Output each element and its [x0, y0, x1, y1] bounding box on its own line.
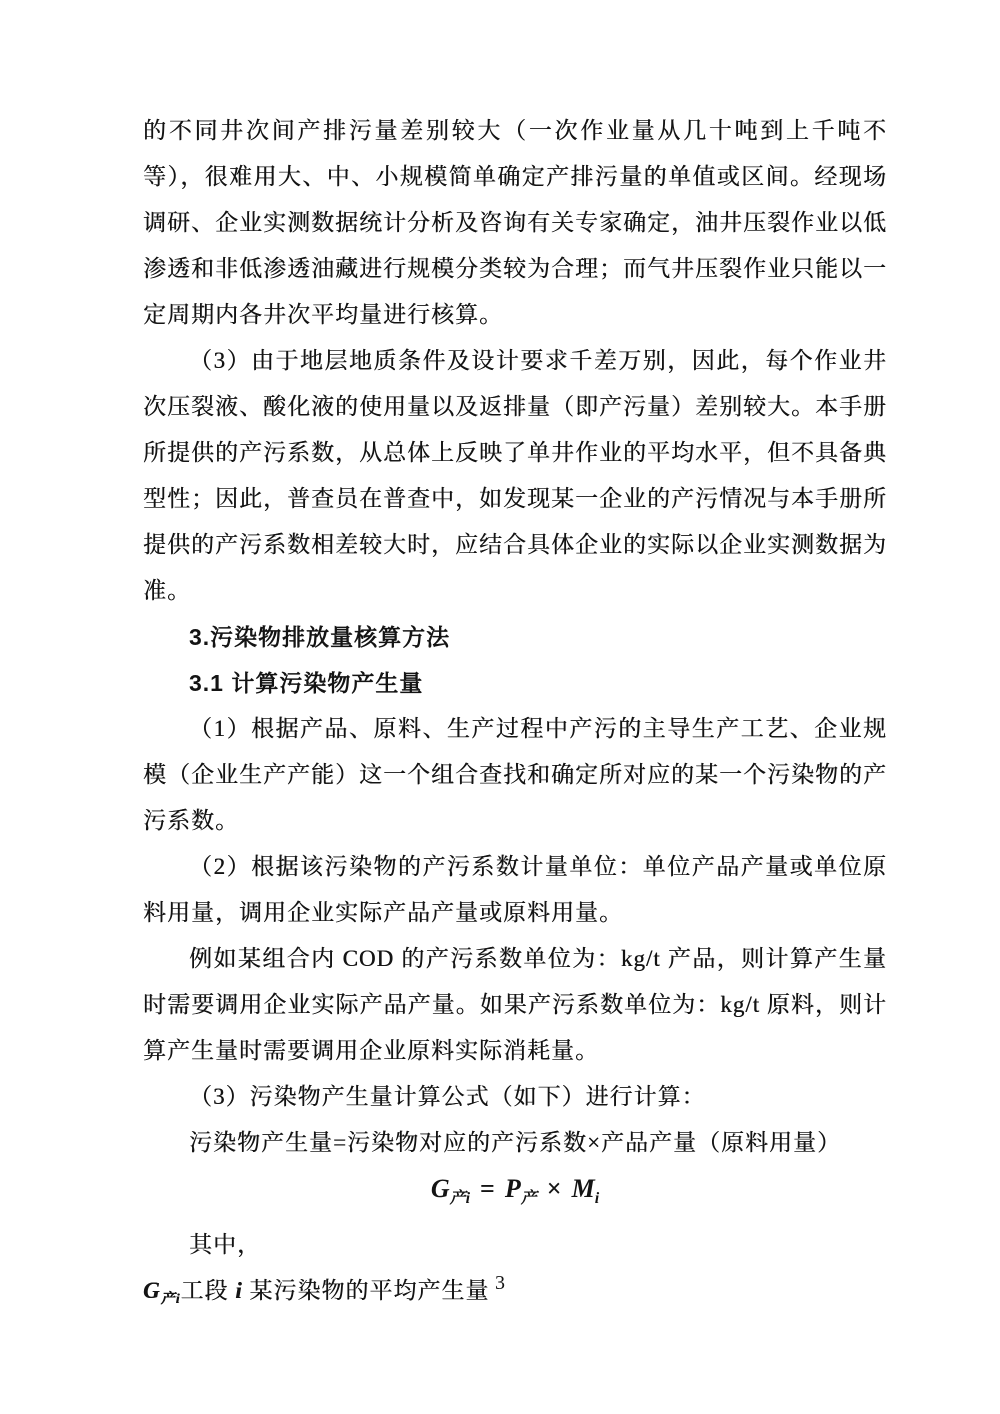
paragraph-example-cod: 例如某组合内 COD 的产污系数单位为：kg/t 产品，则计算产生量时需要调用企业实际产品产量。如果产污系数单位为：kg/t 原料，则计算产生量时需要调用企业原料实际消耗量。: [143, 946, 887, 1063]
paragraph-step-2: （2）根据该污染物的产污系数计量单位：单位产品产量或单位原料用量，调用企业实际产品产量或原料用量。: [143, 854, 887, 925]
gdef-var-g: G: [143, 1278, 161, 1303]
equals-sign: =: [480, 1174, 495, 1203]
paragraph-item3-variability: （3）由于地层地质条件及设计要求千差万别，因此，每个作业井次压裂液、酸化液的使用量以及返排量（即产污量）差别较大。本手册所提供的产污系数，从总体上反映了单井作业的平均水平，但不具备典型性；因此，普查员在普查中，如发现某一企业的产污情况与本手册所提供的产污系数相差较大时，应结合具体企业的实际以企业实测数据为准。: [143, 348, 887, 603]
formula-text-line: 污染物产生量=污染物对应的产污系数×产品产量（原料用量）: [189, 1130, 841, 1155]
formula-var-p: P: [504, 1174, 521, 1203]
gdef-subscript-chan-i: 产i: [160, 1292, 181, 1307]
formula-subscript-i: i: [594, 1190, 600, 1207]
formula-var-g: G: [430, 1174, 450, 1203]
formula-g-equals-p-times-m: [143, 1166, 887, 1222]
paragraph-continuation: 的不同井次间产排污量差别较大（一次作业量从几十吨到上千吨不等），很难用大、中、小规模简单确定产排污量的单值或区间。经现场调研、企业实测数据统计分析及咨询有关专家确定，油井压裂作业以低渗透和非低渗透油藏进行规模分类较为合理；而气井压裂作业只能以一定周期内各井次平均量进行核算。: [143, 118, 887, 327]
multiplication-sign: ×: [546, 1174, 562, 1203]
gdef-text-after-i: 某污染物的平均产生量: [242, 1278, 490, 1303]
formula-subscript-chan-i: 产i: [449, 1190, 471, 1207]
section-heading-3: 3.污染物排放量核算方法: [189, 624, 451, 650]
formula-var-m: M: [571, 1174, 595, 1203]
formula-subscript-chan: 产: [520, 1190, 537, 1207]
gdef-text-before-i: 工段: [180, 1278, 236, 1303]
gdef-var-i: i: [235, 1278, 243, 1303]
page-content: [143, 108, 887, 1323]
paragraph-step-3-intro: （3）污染物产生量计算公式（如下）进行计算：: [189, 1084, 706, 1109]
paragraph-step-1: （1）根据产品、原料、生产过程中产污的主导生产工艺、企业规模（企业生产产能）这一个组合查找和确定所对应的某一个污染物的产污系数。: [143, 716, 887, 833]
section-heading-3-1: 3.1 计算污染物产生量: [189, 670, 424, 696]
paragraph-where: 其中，: [189, 1232, 261, 1257]
page-number: 3: [495, 1272, 505, 1294]
